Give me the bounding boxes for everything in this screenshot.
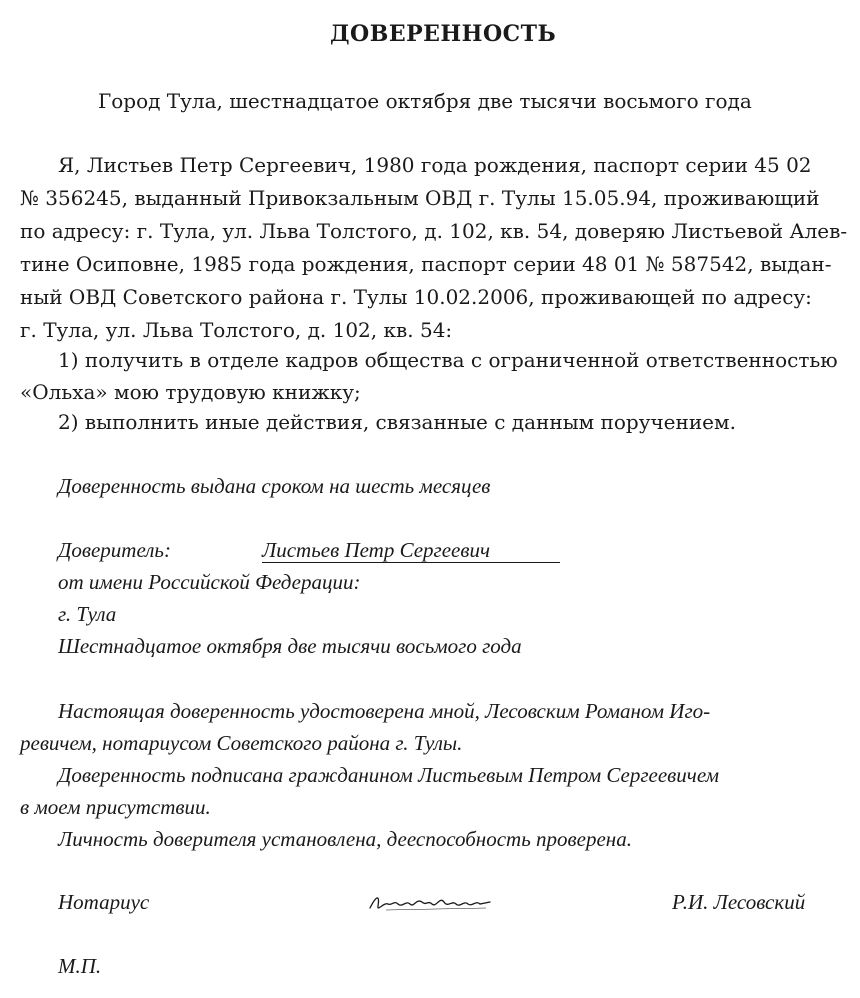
- notary-label: Нотариус: [58, 890, 150, 914]
- body-line: «Ольха» мою трудовую книжку;: [20, 380, 361, 404]
- seal-label: М.П.: [58, 954, 102, 978]
- on-behalf-line: от имени Российской Федерации:: [58, 570, 361, 594]
- notary-paragraph-line: ревичем, нотариусом Советского района г. Тулы.: [20, 731, 463, 755]
- instruction-item-1: 1) получить в отделе кадров общества с ограниченной ответственностью: [58, 348, 838, 372]
- body-line: тине Осиповне, 1985 года рождения, паспорт серии 48 01 № 587542, выдан-: [20, 252, 832, 276]
- notary-paragraph-line: в моем присутствии.: [20, 795, 211, 819]
- city-line: г. Тула: [58, 602, 117, 626]
- body-line: № 356245, выданный Привокзальным ОВД г. Тулы 15.05.94, проживающий: [20, 186, 820, 210]
- principal-label: Доверитель:: [58, 538, 171, 562]
- place-date-line: Город Тула, шестнадцатое октября две тысячи восьмого года: [98, 89, 752, 113]
- body-line: г. Тула, ул. Льва Толстого, д. 102, кв. 54:: [20, 318, 453, 342]
- notary-name: Р.И. Лесовский: [672, 890, 806, 914]
- document-title: ДОВЕРЕННОСТЬ: [330, 21, 557, 47]
- validity-term: Доверенность выдана сроком на шесть месяцев: [58, 474, 491, 498]
- notary-signature: [366, 888, 496, 918]
- date-words-line: Шестнадцатое октября две тысячи восьмого года: [58, 634, 522, 658]
- principal-name: Листьев Петр Сергеевич: [262, 538, 560, 563]
- notary-paragraph-line: Настоящая доверенность удостоверена мной, Лесовским Романом Иго-: [58, 699, 711, 723]
- notary-paragraph-line: Доверенность подписана гражданином Листьевым Петром Сергеевичем: [58, 763, 720, 787]
- body-line: Я, Листьев Петр Сергеевич, 1980 года рождения, паспорт серии 45 02: [58, 153, 812, 177]
- body-line: по адресу: г. Тула, ул. Льва Толстого, д. 102, кв. 54, доверяю Листьевой Алев-: [20, 219, 848, 243]
- notary-paragraph-line: Личность доверителя установлена, дееспособность проверена.: [58, 827, 632, 851]
- body-line: ный ОВД Советского района г. Тулы 10.02.2006, проживающей по адресу:: [20, 285, 812, 309]
- instruction-item-2: 2) выполнить иные действия, связанные с данным поручением.: [58, 410, 736, 434]
